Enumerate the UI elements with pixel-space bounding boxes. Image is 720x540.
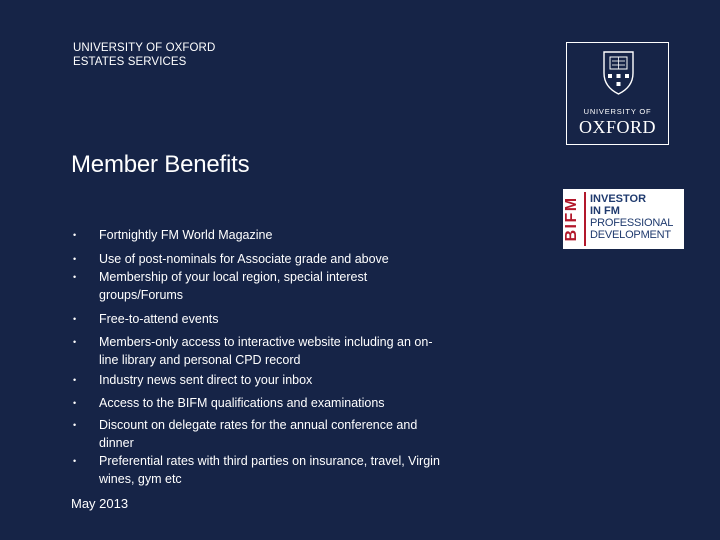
oxford-logo <box>566 42 669 145</box>
bullet: • <box>73 314 77 324</box>
benefit-text: Use of post-nominals for Associate grade and above <box>99 252 389 266</box>
org-line-2: ESTATES SERVICES <box>73 56 187 68</box>
benefit-text: Fortnightly FM World Magazine <box>99 228 273 242</box>
bullet: • <box>73 272 77 282</box>
oxford-logo-line-2: OXFORD <box>578 117 656 137</box>
benefit-text: Preferential rates with third parties on insurance, travel, Virgin wines, gym etc <box>99 454 440 486</box>
bifm-text <box>590 193 673 241</box>
bullet: • <box>73 420 77 430</box>
bifm-line-2: IN FM <box>590 205 620 217</box>
bullet: • <box>73 398 77 408</box>
bifm-side-text: BIFM <box>563 196 580 242</box>
benefit-text: Members-only access to interactive website including an on-line library and personal CPD record <box>99 335 433 367</box>
benefit-text: Access to the BIFM qualifications and examinations <box>99 396 385 410</box>
bifm-line-4: DEVELOPMENT <box>590 229 671 241</box>
oxford-logo-line-1: UNIVERSITY OF <box>583 107 652 116</box>
footer-date: May 2013 <box>71 496 129 511</box>
oxford-crest-icon <box>567 43 670 107</box>
benefit-text: Discount on delegate rates for the annual conference and dinner <box>99 418 418 450</box>
bifm-line-1: INVESTOR <box>590 193 647 205</box>
benefit-text: Industry news sent direct to your inbox <box>99 373 313 387</box>
benefit-text: Free-to-attend events <box>99 312 219 326</box>
organisation-name <box>73 41 215 69</box>
benefit-text: Membership of your local region, special interest groups/Forums <box>99 270 368 302</box>
bullet: • <box>73 230 77 240</box>
bifm-side-mark <box>563 189 582 249</box>
bullet: • <box>73 337 77 347</box>
bullet: • <box>73 254 77 264</box>
bifm-divider <box>584 192 586 246</box>
bullet: • <box>73 375 77 385</box>
org-line-1: UNIVERSITY OF OXFORD <box>73 42 216 54</box>
bifm-line-3: PROFESSIONAL <box>590 217 674 229</box>
bifm-logo <box>563 189 684 249</box>
bullet: • <box>73 456 77 466</box>
page-title: Member Benefits <box>71 151 250 178</box>
